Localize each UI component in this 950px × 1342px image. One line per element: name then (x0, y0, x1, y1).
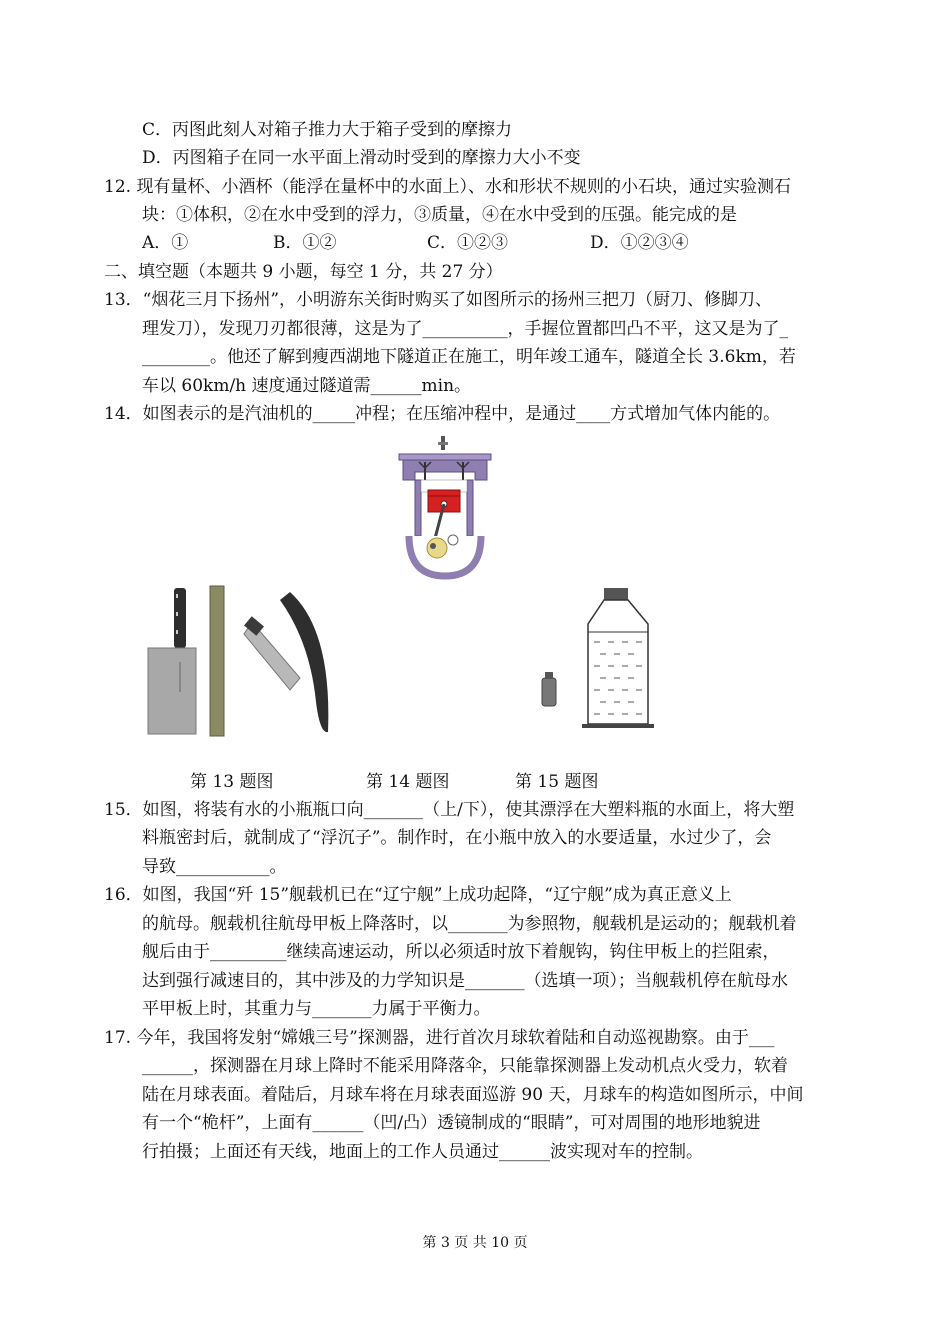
q12-option-b: B．①② (273, 233, 337, 253)
q15-line-2: 料瓶密封后，就制成了“浮沉子”。制作时，在小瓶中放入的水要适量，水过少了，会 (142, 828, 772, 848)
q16-line-5: 平甲板上时，其重力与_______力属于平衡力。 (142, 999, 491, 1019)
q12-line-2: 块：①体积，②在水中受到的浮力，③质量，④在水中受到的压强。能完成的是 (142, 205, 737, 225)
q13-line-4: 车以 60km/h 速度通过隧道需______min。 (142, 376, 472, 396)
q12-line-1: 12. 现有量杯、小酒杯（能浮在量杯中的水面上）、水和形状不规则的小石块，通过实验测石 (104, 177, 791, 197)
q14-line-1: 14．如图表示的是汽油机的_____冲程；在压缩冲程中，是通过____方式增加气体内能的。 (104, 404, 781, 424)
q16-line-2: 的航母。舰载机往航母甲板上降落时，以_______为参照物，舰载机是运动的；舰载机着 (142, 914, 797, 934)
caption-fig13: 第 13 题图 (190, 772, 274, 792)
q12-option-d: D．①②③④ (590, 233, 689, 253)
q12-option-a: A．① (142, 233, 189, 253)
q16-line-3: 舰后由于_________继续高速运动，所以必须适时放下着舰钩，钩住甲板上的拦阻索， (142, 942, 780, 962)
diver-bottle-icon (538, 584, 660, 730)
q17-line-1: 17. 今年，我国将发射“嫦娥三号”探测器，进行首次月球软着陆和自动巡视勘察。由于___ (104, 1028, 775, 1048)
q16-line-4: 达到强行减速目的，其中涉及的力学知识是_______（选填一项）；当舰载机停在航母水 (142, 971, 788, 991)
q13-line-2: 理发刀），发现刀刃都很薄，这是为了__________，手握位置都凹凸不平，这又是为了_ (142, 319, 788, 339)
q17-line-4: 有一个“桅杆”，上面有______（凹/凸）透镜制成的“眼睛”，可对周围的地形地貌进 (142, 1113, 761, 1133)
q16-line-1: 16．如图，我国“歼 15”舰载机已在“辽宁舰”上成功起降，“辽宁舰”成为真正意义上 (104, 885, 732, 905)
q17-line-5: 行拍摄；上面还有天线，地面上的工作人员通过______波实现对车的控制。 (142, 1142, 703, 1162)
caption-fig15: 第 15 题图 (515, 772, 599, 792)
q17-line-3: 陆在月球表面。着陆后，月球车将在月球表面巡游 90 天，月球车的构造如图所示，中间 (142, 1085, 804, 1105)
q15-line-3: 导致___________。 (142, 857, 287, 877)
q13-line-3: ________。他还了解到瘦西湖地下隧道正在施工，明年竣工通车，隧道全长 3.6km，若 (142, 347, 796, 367)
page-number: 第 3 页 共 10 页 (422, 1235, 528, 1251)
section-heading: 二、填空题（本题共 9 小题，每空 1 分，共 27 分） (104, 262, 503, 282)
q11-option-c: C．丙图此刻人对箱子推力大于箱子受到的摩擦力 (142, 120, 513, 140)
q11-option-d: D．丙图箱子在同一水平面上滑动时受到的摩擦力大小不变 (142, 148, 581, 168)
q15-line-1: 15．如图，将装有水的小瓶瓶口向_______（上/下），使其漂浮在大塑料瓶的水面上，将大塑 (104, 800, 795, 820)
three-knives-icon (140, 582, 336, 744)
q17-line-2: ______，探测器在月球上降时不能采用降落伞，只能靠探测器上发动机点火受力，软着 (142, 1056, 788, 1076)
q13-line-1: 13．“烟花三月下扬州”，小明游东关街时购买了如图所示的扬州三把刀（厨刀、修脚刀、 (104, 290, 773, 310)
engine-diagram-icon (395, 436, 495, 580)
q12-option-c: C．①②③ (427, 233, 509, 253)
caption-fig14: 第 14 题图 (366, 772, 450, 792)
